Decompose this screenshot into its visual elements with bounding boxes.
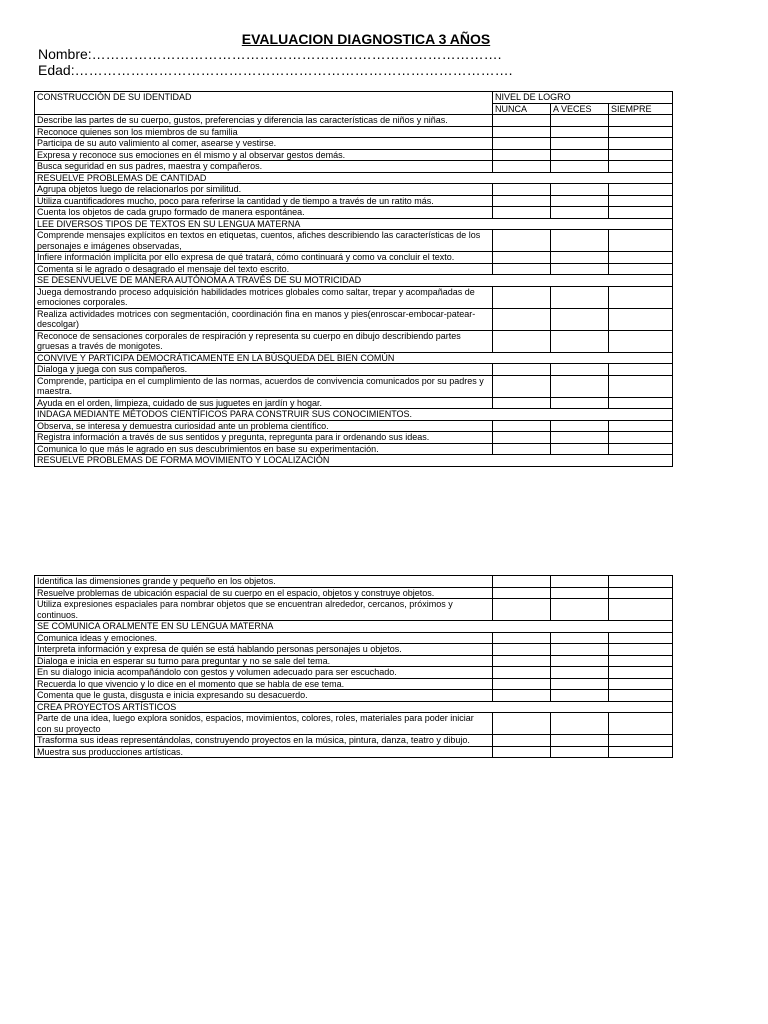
criterion-text: Utiliza cuantificadores mucho, poco para referirse la cantidad y de tiempo a través de un ratito más. bbox=[35, 195, 493, 207]
table-row bbox=[35, 420, 673, 432]
sometimes-cell[interactable] bbox=[551, 115, 609, 127]
never-cell[interactable] bbox=[493, 644, 551, 656]
table-row bbox=[35, 184, 673, 196]
criterion-text: Identifica las dimensiones grande y pequeño en los objetos. bbox=[35, 576, 493, 588]
sometimes-cell[interactable] bbox=[551, 667, 609, 679]
never-cell[interactable] bbox=[493, 690, 551, 702]
sometimes-cell[interactable] bbox=[551, 330, 609, 352]
always-cell[interactable] bbox=[609, 667, 673, 679]
criterion-text: Interpreta información y expresa de quién se está hablando personas personajes u objetos. bbox=[35, 644, 493, 656]
never-cell[interactable] bbox=[493, 599, 551, 621]
table-row bbox=[35, 308, 673, 330]
never-cell[interactable] bbox=[493, 420, 551, 432]
section-row bbox=[35, 621, 673, 633]
never-cell[interactable] bbox=[493, 286, 551, 308]
table-row bbox=[35, 397, 673, 409]
criterion-text: Comprende mensajes explícitos en textos en etiquetas, cuentos, afiches describiendo las características de los personajes e imágenes observadas, bbox=[35, 230, 493, 252]
table-row bbox=[35, 576, 673, 588]
section-heading: CONSTRUCCIÓN DE SU IDENTIDAD bbox=[35, 92, 493, 115]
criterion-text: Utiliza expresiones espaciales para nombrar objetos que se encuentran alrededor, cercanos, próximos y continuos. bbox=[35, 599, 493, 621]
col-never: NUNCA bbox=[493, 103, 551, 115]
never-cell[interactable] bbox=[493, 126, 551, 138]
table-row bbox=[35, 746, 673, 758]
sometimes-cell[interactable] bbox=[551, 184, 609, 196]
section-title: SE DESENVUELVE DE MANERA AUTÓNOMA A TRAVÉS DE SU MOTRICIDAD bbox=[35, 275, 673, 287]
never-cell[interactable] bbox=[493, 678, 551, 690]
document-title: EVALUACION DIAGNOSTICA 3 AÑOS bbox=[241, 31, 491, 47]
criterion-text: Trasforma sus ideas representándolas, construyendo proyectos en la música, pintura, danza, teatro y dibujo. bbox=[35, 735, 493, 747]
always-cell[interactable] bbox=[609, 735, 673, 747]
table-row bbox=[35, 443, 673, 455]
evaluation-table-2 bbox=[34, 575, 673, 758]
never-cell[interactable] bbox=[493, 397, 551, 409]
sometimes-cell[interactable] bbox=[551, 443, 609, 455]
sometimes-cell[interactable] bbox=[551, 690, 609, 702]
section-title: LEE DIVERSOS TIPOS DE TEXTOS EN SU LENGUA MATERNA bbox=[35, 218, 673, 230]
table-row bbox=[35, 690, 673, 702]
sometimes-cell[interactable] bbox=[551, 432, 609, 444]
section-row bbox=[35, 352, 673, 364]
never-cell[interactable] bbox=[493, 230, 551, 252]
section-row bbox=[35, 409, 673, 421]
criterion-text: Cuenta los objetos de cada grupo formado de manera espontánea. bbox=[35, 207, 493, 219]
sometimes-cell[interactable] bbox=[551, 678, 609, 690]
table-row bbox=[35, 286, 673, 308]
never-cell[interactable] bbox=[493, 149, 551, 161]
always-cell[interactable] bbox=[609, 746, 673, 758]
table-row bbox=[35, 655, 673, 667]
sometimes-cell[interactable] bbox=[551, 149, 609, 161]
never-cell[interactable] bbox=[493, 161, 551, 173]
always-cell[interactable] bbox=[609, 375, 673, 397]
sometimes-cell[interactable] bbox=[551, 713, 609, 735]
always-cell[interactable] bbox=[609, 286, 673, 308]
section-row bbox=[35, 455, 673, 467]
sometimes-cell[interactable] bbox=[551, 655, 609, 667]
section-row bbox=[35, 218, 673, 230]
table-row bbox=[35, 644, 673, 656]
sometimes-cell[interactable] bbox=[551, 375, 609, 397]
sometimes-cell[interactable] bbox=[551, 632, 609, 644]
age-field: Edad:…………………………………………………………………………………. bbox=[38, 62, 513, 78]
criterion-text: Agrupa objetos luego de relacionarlos por similitud. bbox=[35, 184, 493, 196]
criterion-text: Busca seguridad en sus padres, maestra y compañeros. bbox=[35, 161, 493, 173]
never-cell[interactable] bbox=[493, 330, 551, 352]
criterion-text: Muestra sus producciones artísticas. bbox=[35, 746, 493, 758]
sometimes-cell[interactable] bbox=[551, 576, 609, 588]
table-row bbox=[35, 230, 673, 252]
criterion-text: Juega demostrando proceso adquisición habilidades motrices globales como saltar, trepar y acompañadas de emociones corporales. bbox=[35, 286, 493, 308]
never-cell[interactable] bbox=[493, 308, 551, 330]
never-cell[interactable] bbox=[493, 252, 551, 264]
table-row bbox=[35, 432, 673, 444]
never-cell[interactable] bbox=[493, 195, 551, 207]
never-cell[interactable] bbox=[493, 443, 551, 455]
header-row-1 bbox=[35, 92, 673, 104]
always-cell[interactable] bbox=[609, 195, 673, 207]
sometimes-cell[interactable] bbox=[551, 397, 609, 409]
criterion-text: Registra información a través de sus sentidos y pregunta, repregunta para ir ordenando sus ideas. bbox=[35, 432, 493, 444]
table-row bbox=[35, 115, 673, 127]
section-row bbox=[35, 275, 673, 287]
section-row bbox=[35, 172, 673, 184]
criterion-text: Comprende, participa en el cumplimiento de las normas, acuerdos de convivencia comunicados por su padres y maestra. bbox=[35, 375, 493, 397]
criterion-text: Participa de su auto valimiento al comer, asearse y vestirse. bbox=[35, 138, 493, 150]
sometimes-cell[interactable] bbox=[551, 195, 609, 207]
section-title: CREA PROYECTOS ARTÍSTICOS bbox=[35, 701, 673, 713]
table-row bbox=[35, 667, 673, 679]
table-row bbox=[35, 599, 673, 621]
criterion-text: Expresa y reconoce sus emociones en él mismo y al observar gestos demás. bbox=[35, 149, 493, 161]
always-cell[interactable] bbox=[609, 184, 673, 196]
table-row bbox=[35, 126, 673, 138]
section-title: SE COMUNICA ORALMENTE EN SU LENGUA MATERNA bbox=[35, 621, 673, 633]
never-cell[interactable] bbox=[493, 207, 551, 219]
sometimes-cell[interactable] bbox=[551, 420, 609, 432]
col-sometimes: A VECES bbox=[551, 103, 609, 115]
never-cell[interactable] bbox=[493, 432, 551, 444]
col-always: SIEMPRE bbox=[609, 103, 673, 115]
sometimes-cell[interactable] bbox=[551, 138, 609, 150]
criterion-text: Parte de una idea, luego explora sonidos, espacios, movimientos, colores, roles, materiales para poder iniciar con su proyecto bbox=[35, 713, 493, 735]
always-cell[interactable] bbox=[609, 138, 673, 150]
table-row bbox=[35, 678, 673, 690]
sometimes-cell[interactable] bbox=[551, 735, 609, 747]
section-row bbox=[35, 701, 673, 713]
table-row bbox=[35, 207, 673, 219]
criterion-text: Infiere información implícita por ello expresa de qué tratará, cómo continuará y como va concluir el texto. bbox=[35, 252, 493, 264]
criterion-text: Ayuda en el orden, limpieza, cuidado de sus juguetes en jardín y hogar. bbox=[35, 397, 493, 409]
never-cell[interactable] bbox=[493, 587, 551, 599]
always-cell[interactable] bbox=[609, 364, 673, 376]
criterion-text: Observa, se interesa y demuestra curiosidad ante un problema científico. bbox=[35, 420, 493, 432]
criterion-text: Realiza actividades motrices con segmentación, coordinación fina en manos y pies(enroscar-embocar-patear-descolgar) bbox=[35, 308, 493, 330]
table-row bbox=[35, 149, 673, 161]
never-cell[interactable] bbox=[493, 138, 551, 150]
criterion-text: Recuerda lo que vivencio y lo dice en el momento que se habla de ese tema. bbox=[35, 678, 493, 690]
always-cell[interactable] bbox=[609, 632, 673, 644]
always-cell[interactable] bbox=[609, 308, 673, 330]
never-cell[interactable] bbox=[493, 746, 551, 758]
always-cell[interactable] bbox=[609, 655, 673, 667]
sometimes-cell[interactable] bbox=[551, 746, 609, 758]
never-cell[interactable] bbox=[493, 375, 551, 397]
sometimes-cell[interactable] bbox=[551, 263, 609, 275]
table-row bbox=[35, 375, 673, 397]
criterion-text: Comunica ideas y emociones. bbox=[35, 632, 493, 644]
criterion-text: En su dialogo inicia acompañándolo con gestos y volumen adecuado para ser escuchado. bbox=[35, 667, 493, 679]
level-heading: NIVEL DE LOGRO bbox=[493, 92, 673, 104]
table-row bbox=[35, 138, 673, 150]
sometimes-cell[interactable] bbox=[551, 230, 609, 252]
never-cell[interactable] bbox=[493, 632, 551, 644]
criterion-text: Reconoce quienes son los miembros de su familia bbox=[35, 126, 493, 138]
always-cell[interactable] bbox=[609, 161, 673, 173]
always-cell[interactable] bbox=[609, 678, 673, 690]
never-cell[interactable] bbox=[493, 576, 551, 588]
table-row bbox=[35, 330, 673, 352]
criterion-text: Comenta que le gusta, disgusta e inicia expresando su desacuerdo. bbox=[35, 690, 493, 702]
always-cell[interactable] bbox=[609, 230, 673, 252]
sometimes-cell[interactable] bbox=[551, 252, 609, 264]
always-cell[interactable] bbox=[609, 432, 673, 444]
never-cell[interactable] bbox=[493, 655, 551, 667]
always-cell[interactable] bbox=[609, 599, 673, 621]
always-cell[interactable] bbox=[609, 126, 673, 138]
always-cell[interactable] bbox=[609, 420, 673, 432]
section-title: CONVIVE Y PARTICIPA DEMOCRÁTICAMENTE EN LA BÚSQUEDA DEL BIEN COMÚN bbox=[35, 352, 673, 364]
criterion-text: Comenta si le agrado o desagrado el mensaje del texto escrito. bbox=[35, 263, 493, 275]
table-row bbox=[35, 195, 673, 207]
always-cell[interactable] bbox=[609, 576, 673, 588]
never-cell[interactable] bbox=[493, 667, 551, 679]
criterion-text: Dialoga e inicia en esperar su turno para preguntar y no se sale del tema. bbox=[35, 655, 493, 667]
table-row bbox=[35, 713, 673, 735]
criterion-text: Comunica lo que más le agrado en sus descubrimientos en base su experimentación. bbox=[35, 443, 493, 455]
sometimes-cell[interactable] bbox=[551, 308, 609, 330]
always-cell[interactable] bbox=[609, 207, 673, 219]
section-title: RESUELVE PROBLEMAS DE CANTIDAD bbox=[35, 172, 673, 184]
section-title: INDAGA MEDIANTE MÉTODOS CIENTÍFICOS PARA CONSTRUIR SUS CONOCIMIENTOS. bbox=[35, 409, 673, 421]
table-row bbox=[35, 735, 673, 747]
always-cell[interactable] bbox=[609, 149, 673, 161]
sometimes-cell[interactable] bbox=[551, 599, 609, 621]
never-cell[interactable] bbox=[493, 184, 551, 196]
table-row bbox=[35, 263, 673, 275]
sometimes-cell[interactable] bbox=[551, 207, 609, 219]
evaluation-table-1 bbox=[34, 91, 673, 467]
always-cell[interactable] bbox=[609, 713, 673, 735]
always-cell[interactable] bbox=[609, 587, 673, 599]
never-cell[interactable] bbox=[493, 735, 551, 747]
always-cell[interactable] bbox=[609, 397, 673, 409]
criterion-text: Describe las partes de su cuerpo, gustos, preferencias y diferencia las características de niños y niñas. bbox=[35, 115, 493, 127]
table-row bbox=[35, 161, 673, 173]
section-title: RESUELVE PROBLEMAS DE FORMA MOVIMIENTO Y LOCALIZACIÓN bbox=[35, 455, 673, 467]
never-cell[interactable] bbox=[493, 713, 551, 735]
sometimes-cell[interactable] bbox=[551, 364, 609, 376]
criterion-text: Dialoga y juega con sus compañeros. bbox=[35, 364, 493, 376]
sometimes-cell[interactable] bbox=[551, 587, 609, 599]
criterion-text: Reconoce de sensaciones corporales de respiración y representa su cuerpo en dibujo describiendo partes gruesas a través de monigotes. bbox=[35, 330, 493, 352]
never-cell[interactable] bbox=[493, 115, 551, 127]
always-cell[interactable] bbox=[609, 263, 673, 275]
always-cell[interactable] bbox=[609, 443, 673, 455]
sometimes-cell[interactable] bbox=[551, 126, 609, 138]
always-cell[interactable] bbox=[609, 252, 673, 264]
criterion-text: Resuelve problemas de ubicación espacial de su cuerpo en el espacio, objetos y construye objetos. bbox=[35, 587, 493, 599]
sometimes-cell[interactable] bbox=[551, 286, 609, 308]
table-row bbox=[35, 587, 673, 599]
name-field: Nombre:……………………………………………………………………………. bbox=[38, 46, 502, 62]
sometimes-cell[interactable] bbox=[551, 644, 609, 656]
table-row bbox=[35, 252, 673, 264]
always-cell[interactable] bbox=[609, 330, 673, 352]
table-row bbox=[35, 632, 673, 644]
sometimes-cell[interactable] bbox=[551, 161, 609, 173]
never-cell[interactable] bbox=[493, 364, 551, 376]
table-row bbox=[35, 364, 673, 376]
always-cell[interactable] bbox=[609, 644, 673, 656]
never-cell[interactable] bbox=[493, 263, 551, 275]
always-cell[interactable] bbox=[609, 690, 673, 702]
always-cell[interactable] bbox=[609, 115, 673, 127]
